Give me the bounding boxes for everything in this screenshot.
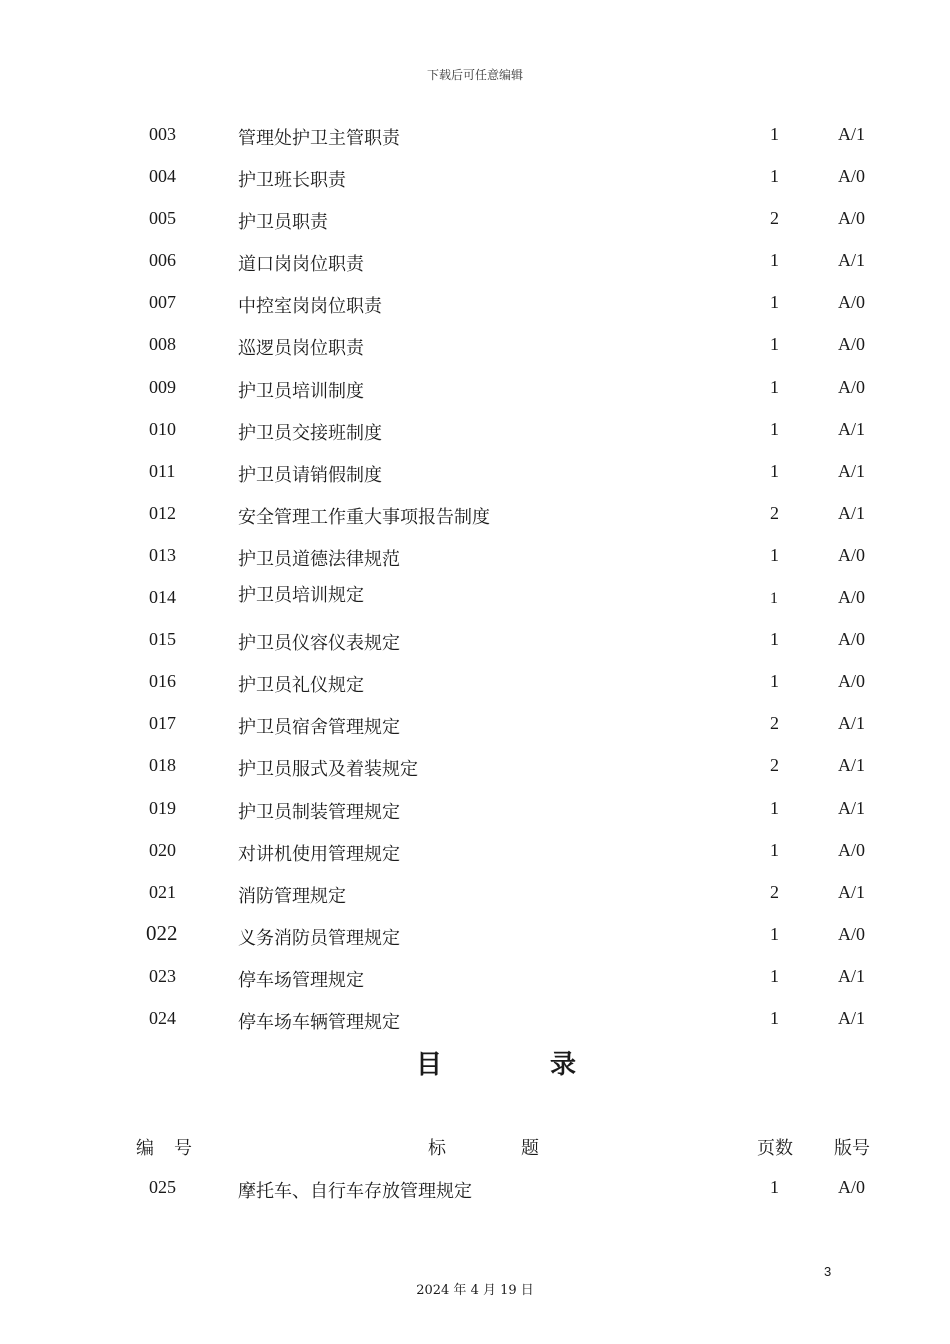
toc-heading-char-2: 录	[550, 1050, 577, 1080]
item-title: 中控室岗岗位职责	[238, 296, 382, 318]
item-title: 护卫员交接班制度	[238, 422, 382, 444]
list-item	[0, 998, 950, 1040]
item-version: A/1	[838, 418, 865, 439]
list-item	[0, 114, 950, 156]
item-code: 012	[149, 502, 176, 523]
item-title: 摩托车、自行车存放管理规定	[238, 1181, 472, 1202]
item-pages: 1	[770, 376, 779, 397]
list-item	[0, 745, 950, 787]
item-version: A/0	[838, 587, 865, 608]
item-title: 护卫员服式及着装规定	[238, 759, 418, 781]
item-version: A/0	[838, 376, 865, 397]
item-title: 护卫员培训规定	[238, 585, 364, 607]
item-title: 管理处护卫主管职责	[238, 128, 400, 149]
list-item	[0, 956, 950, 998]
item-title: 停车场车辆管理规定	[238, 1011, 400, 1033]
list-item	[0, 619, 950, 661]
header-title-char-1: 标	[428, 1138, 446, 1159]
item-code: 007	[149, 292, 176, 313]
list-item	[0, 240, 950, 282]
item-code: 015	[149, 629, 176, 650]
item-title: 护卫员培训制度	[238, 380, 364, 402]
item-version: A/1	[838, 755, 865, 776]
item-pages: 1	[770, 418, 779, 439]
item-title: 护卫班长职责	[238, 170, 346, 192]
item-version: A/1	[838, 502, 865, 523]
list-item	[0, 577, 950, 619]
list-item	[0, 493, 950, 535]
footer-date: 2024 年 4 月 19 日	[416, 1283, 534, 1298]
list-item	[0, 914, 950, 956]
list-item	[0, 535, 950, 577]
item-title: 护卫员职责	[238, 212, 328, 234]
list-item	[0, 324, 950, 366]
item-pages: 2	[770, 502, 779, 523]
item-pages: 1	[770, 292, 779, 313]
item-title: 护卫员请销假制度	[238, 464, 382, 486]
header-code-char-2: 号	[174, 1138, 192, 1159]
item-version: A/0	[838, 923, 865, 944]
item-code: 018	[149, 755, 176, 776]
item-version: A/1	[838, 965, 865, 986]
item-code: 013	[149, 544, 176, 565]
item-version: A/0	[838, 166, 865, 187]
list-item	[0, 451, 950, 493]
item-pages: 1	[770, 166, 779, 187]
list-item	[0, 703, 950, 745]
item-code: 023	[149, 965, 176, 986]
item-pages: 1	[770, 1007, 779, 1028]
list-item	[0, 830, 950, 872]
item-code: 006	[149, 250, 176, 271]
item-pages: 1	[770, 460, 779, 481]
item-code: 020	[149, 839, 176, 860]
item-title: 消防管理规定	[238, 885, 346, 907]
item-code: 008	[149, 334, 176, 355]
item-code: 014	[149, 587, 176, 608]
item-version: A/1	[838, 124, 865, 144]
toc-heading	[0, 1044, 950, 1080]
item-pages: 2	[770, 713, 779, 734]
item-code: 004	[149, 166, 176, 187]
item-title: 护卫员礼仪规定	[238, 675, 364, 697]
item-title: 对讲机使用管理规定	[238, 843, 400, 865]
item-version: A/0	[838, 629, 865, 650]
item-version: A/0	[838, 292, 865, 313]
item-version: A/0	[838, 1177, 865, 1197]
item-title: 护卫员宿舍管理规定	[238, 717, 400, 739]
item-title: 护卫员制装管理规定	[238, 801, 400, 823]
item-pages: 2	[770, 881, 779, 902]
item-code: 025	[149, 1177, 176, 1197]
item-title: 护卫员仪容仪表规定	[238, 633, 400, 655]
item-pages: 1	[770, 923, 779, 944]
list-item	[0, 872, 950, 914]
item-version: A/1	[838, 713, 865, 734]
item-version: A/1	[838, 797, 865, 818]
header-pages: 页数	[757, 1138, 793, 1159]
item-code: 005	[149, 208, 176, 229]
item-version: A/0	[838, 544, 865, 565]
list-item	[0, 1167, 950, 1209]
item-code: 011	[149, 460, 176, 481]
document-list	[0, 114, 950, 1040]
item-pages: 1	[770, 839, 779, 860]
item-version: A/0	[838, 839, 865, 860]
header-title-char-2: 题	[521, 1138, 539, 1159]
item-version: A/0	[838, 671, 865, 692]
item-version: A/0	[838, 208, 865, 229]
item-pages: 1	[770, 250, 779, 271]
item-code: 009	[149, 376, 176, 397]
item-code: 021	[149, 881, 176, 902]
item-pages: 2	[770, 755, 779, 776]
item-pages: 1	[770, 544, 779, 565]
header-version: 版号	[834, 1138, 870, 1159]
item-title: 道口岗岗位职责	[238, 254, 364, 276]
list-item	[0, 198, 950, 240]
item-pages: 1	[770, 124, 779, 144]
item-version: A/1	[838, 1007, 865, 1028]
list-item	[0, 367, 950, 409]
page-number: 3	[824, 1264, 832, 1279]
list-item	[0, 409, 950, 451]
item-code: 022	[146, 920, 178, 945]
item-pages: 1	[770, 1177, 779, 1197]
column-headers	[0, 1134, 950, 1160]
item-pages: 1	[770, 671, 779, 692]
item-code: 016	[149, 671, 176, 692]
item-pages: 2	[770, 208, 779, 229]
item-pages: 1	[770, 590, 778, 608]
item-version: A/1	[838, 250, 865, 271]
header-note: 下载后可任意编辑	[426, 68, 523, 82]
document-list-continued	[0, 1167, 950, 1209]
item-code: 019	[149, 797, 176, 818]
item-title: 停车场管理规定	[238, 969, 364, 991]
list-item	[0, 282, 950, 324]
item-code: 017	[149, 713, 176, 734]
header-code-char-1: 编	[136, 1138, 154, 1159]
item-pages: 1	[770, 334, 779, 355]
item-code: 024	[149, 1007, 176, 1028]
item-pages: 1	[770, 965, 779, 986]
item-title: 护卫员道德法律规范	[238, 548, 400, 570]
item-version: A/1	[838, 881, 865, 902]
list-item	[0, 156, 950, 198]
item-title: 巡逻员岗位职责	[238, 338, 364, 360]
item-version: A/1	[838, 460, 865, 481]
item-pages: 1	[770, 797, 779, 818]
list-item	[0, 661, 950, 703]
item-title: 安全管理工作重大事项报告制度	[238, 506, 490, 528]
list-item	[0, 788, 950, 830]
item-title: 义务消防员管理规定	[238, 927, 400, 949]
item-code: 003	[149, 124, 176, 144]
toc-heading-char-1: 目	[416, 1050, 443, 1080]
item-version: A/0	[838, 334, 865, 355]
item-pages: 1	[770, 629, 779, 650]
item-code: 010	[149, 418, 176, 439]
